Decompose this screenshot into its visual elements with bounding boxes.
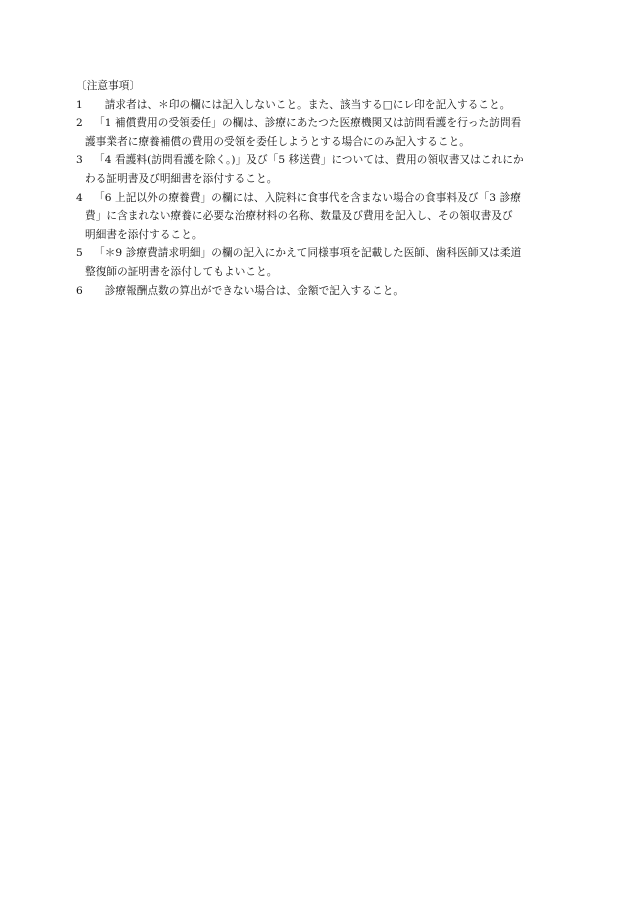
note-number: 3 (76, 154, 83, 167)
note-line: 明細書を添付すること。 (85, 228, 203, 241)
note-line: 整復師の証明書を添付してもよいこと。 (85, 265, 278, 278)
note-line: わる証明書及び明細書を添付すること。 (85, 172, 278, 185)
note-line: 費」に含まれない療養に必要な治療材料の名称、数量及び費用を記入し、その領収書及び (85, 210, 513, 223)
note-line: 「1 補償費用の受領委任」の欄は、診療にあたつた医療機関又は訪問看護を行った訪問看 (94, 117, 522, 130)
note-item-5 (76, 244, 556, 281)
note-line: 診療報酬点数の算出ができない場合は、金額で記入すること。 (94, 284, 405, 297)
note-text (85, 189, 556, 245)
note-text (94, 282, 556, 301)
notes-section (76, 77, 556, 300)
note-text (85, 244, 556, 281)
note-number: 6 (76, 284, 83, 297)
note-item-2 (76, 114, 556, 151)
note-number: 1 (76, 98, 83, 111)
note-item-6 (76, 282, 556, 301)
note-number: 5 (76, 247, 83, 260)
note-line: 「6 上記以外の療養費」の欄には、入院料に食事代を含まない場合の食事料及び「3 診療 (94, 191, 521, 204)
note-text (85, 151, 556, 188)
note-number: 2 (76, 117, 83, 130)
note-line: 護事業者に療養補償の費用の受領を委任しようとする場合にのみ記入すること。 (85, 135, 470, 148)
note-text (94, 96, 556, 115)
note-item-3 (76, 151, 556, 188)
note-number: 4 (76, 191, 83, 204)
note-line: 「＊9 診療費請求明細」の欄の記入にかえて同様事項を記載した医師、歯科医師又は柔道 (94, 247, 522, 260)
note-text (85, 114, 556, 151)
note-line: 請求者は、＊印の欄には記入しないこと。また、該当する□にレ印を記入すること。 (94, 98, 511, 111)
note-item-1 (76, 96, 556, 115)
note-item-4 (76, 189, 556, 245)
note-line: 「4 看護料(訪問看護を除く。)」及び「5 移送費」については、費用の領収書又はこれにか (94, 154, 524, 167)
notes-heading: 〔注意事項〕 (76, 80, 141, 92)
